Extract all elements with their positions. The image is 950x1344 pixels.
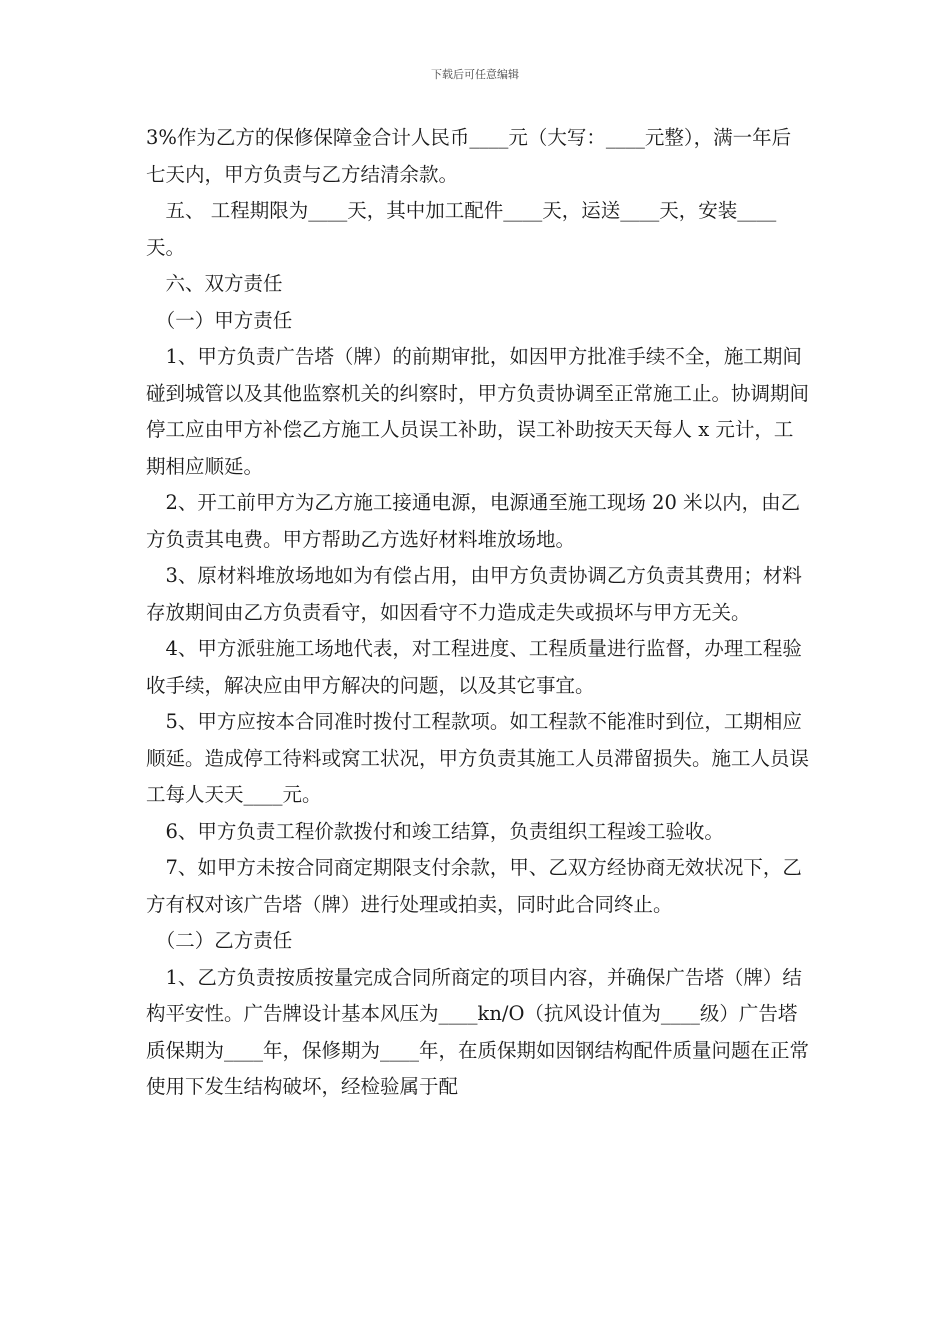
paragraph-b-duty-1: 1、乙方负责按质按量完成合同所商定的项目内容，并确保广告塔（牌）结构平安性。广告牌设计基本风压为____kn/O（抗风设计值为____级）广告塔质保期为____年，保修期为____年，在质保期如因钢结构配件质量问题在正常使用下发生结构破坏，经检验属于配 — [146, 965, 810, 1098]
paragraph-a-duty-3: 3、原材料堆放场地如为有偿占用，由甲方负责协调乙方负责其费用；材料存放期间由乙方负责看守，如因看守不力造成走失或损坏与甲方无关。 — [146, 564, 802, 624]
paragraph-a-duty-5: 5、甲方应按本合同准时拨付工程款项。如工程款不能准时到位，工期相应顺延。造成停工待料或窝工状况，甲方负责其施工人员滞留损失。施工人员误工每人天天____元。 — [146, 710, 810, 806]
paragraph-a-duty-4: 4、甲方派驻施工场地代表，对工程进度、工程质量进行监督，办理工程验收手续，解决应由甲方解决的问题，以及其它事宜。 — [146, 637, 802, 697]
heading-party-b-duties: （二）乙方责任 — [146, 929, 293, 952]
heading-section-6: 六、双方责任 — [146, 272, 283, 295]
document-body — [146, 120, 810, 1106]
paragraph-a-duty-2: 2、开工前甲方为乙方施工接通电源，电源通至施工现场 20 米以内，由乙方负责其电费。甲方帮助乙方选好材料堆放场地。 — [146, 491, 801, 551]
paragraph-warranty-deposit: 3%作为乙方的保修保障金合计人民币____元（大写：____元整），满一年后七天内，甲方负责与乙方结清余款。 — [146, 126, 792, 186]
page-header: 下载后可任意编辑 — [431, 68, 519, 81]
heading-party-a-duties: （一）甲方责任 — [146, 308, 293, 332]
paragraph-a-duty-7: 7、如甲方未按合同商定期限支付余款，甲、乙双方经协商无效状况下，乙方有权对该广告塔（牌）进行处理或拍卖，同时此合同终止。 — [146, 856, 802, 916]
paragraph-a-duty-1: 1、甲方负责广告塔（牌）的前期审批，如因甲方批准手续不全，施工期间碰到城管以及其他监察机关的纠察时，甲方负责协调至正常施工止。协调期间停工应由甲方补偿乙方施工人员误工补助，误工补助按天天每人 x 元计，工期相应顺延。 — [146, 345, 810, 478]
paragraph-section-5-duration: 五、 工程期限为____天，其中加工配件____天，运送____天，安装____天。 — [146, 199, 777, 259]
paragraph-a-duty-6: 6、甲方负责工程价款拨付和竣工结算，负责组织工程竣工验收。 — [146, 819, 724, 843]
